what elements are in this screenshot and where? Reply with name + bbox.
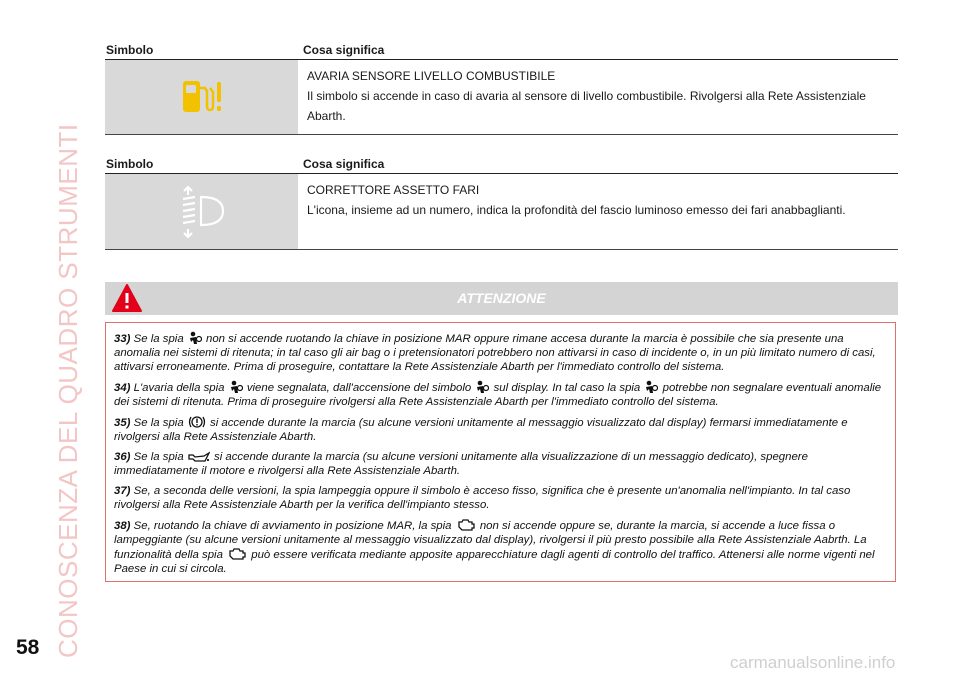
note-33 xyxy=(114,331,887,374)
col-meaning-header: Cosa significa xyxy=(303,43,385,57)
airbag-warning-icon xyxy=(188,331,202,345)
note-38 xyxy=(114,518,887,576)
symbol-title: AVARIA SENSORE LIVELLO COMBUSTIBILE xyxy=(307,69,556,83)
symbol-description: Il simbolo si accende in caso di avaria al sensore di livello combustibile. Rivolgersi alla Rete Assistenziale Abarth. xyxy=(307,89,866,123)
note-text: non si accende ruotando la chiave in posizione MAR oppure rimane accesa durante la marcia è possibile che sia presente una anomalia nei sistemi di ritenuta; in tal caso gli air bag o i pretensionatori potrebbero non attivarsi in caso di incidente o, in un più limitato numero di casi, attivarsi erroneamente. Prima di proseguire, contattare la Rete Assistenziale Abarth per l'immediato controllo del sistema. xyxy=(114,333,876,373)
note-text: si accende durante la marcia (su alcune versioni unitamente al messaggio visualizzato dal display) fermarsi immediatamente e rivolgersi alla Rete Assistenziale Abarth. xyxy=(114,417,848,443)
note-text: si accende durante la marcia (su alcune versioni unitamente alla visualizzazione di un messaggio dedicato), spegnere immediatamente il motore e rivolgersi alla Rete Assistenziale Abarth. xyxy=(114,451,808,477)
section-side-title: CONOSCENZA DEL QUADRO STRUMENTI xyxy=(53,123,83,658)
note-text: Se, ruotando la chiave di avviamento in posizione MAR, la spia xyxy=(133,520,452,532)
airbag-warning-icon xyxy=(475,380,489,394)
symbol-table-fuel-sensor xyxy=(105,41,898,135)
col-meaning-header: Cosa significa xyxy=(303,157,385,171)
engine-check-icon xyxy=(456,518,476,532)
table-row xyxy=(105,174,898,250)
note-36 xyxy=(114,450,887,478)
col-symbol-header: Simbolo xyxy=(106,43,154,57)
warning-header-bar xyxy=(105,282,898,315)
note-number: 35) xyxy=(114,417,131,429)
note-number: 37) xyxy=(114,485,131,497)
note-number: 36) xyxy=(114,451,131,463)
watermark: carmanualsonline.info xyxy=(730,653,896,672)
note-text: Se, a seconda delle versioni, la spia lampeggia oppure il simbolo è acceso fisso, significa che è presente un'anomalia nell'impianto. In tal caso rivolgersi alla Rete Assistenziale Abarth per la verifica dell'impianto stesso. xyxy=(114,485,851,511)
note-text: Se la spia xyxy=(133,451,184,463)
symbol-cell xyxy=(105,174,298,249)
symbol-cell xyxy=(105,60,298,134)
oil-pressure-icon xyxy=(188,451,210,463)
note-34 xyxy=(114,380,887,409)
note-text: Se la spia xyxy=(133,333,184,345)
table-header xyxy=(105,155,898,174)
table-row xyxy=(105,60,898,135)
warning-label: ATTENZIONE xyxy=(457,290,546,306)
meaning-cell xyxy=(298,174,898,249)
warning-notes-box xyxy=(105,322,896,582)
note-text: sul display. In tal caso la spia xyxy=(493,382,641,394)
note-37 xyxy=(114,484,887,512)
engine-check-icon xyxy=(227,547,247,561)
note-number: 34) xyxy=(114,382,131,394)
airbag-warning-icon xyxy=(644,380,658,394)
meaning-cell xyxy=(298,60,898,134)
note-35 xyxy=(114,415,887,444)
symbol-title: CORRETTORE ASSETTO FARI xyxy=(307,183,480,197)
note-text: potrebbe non segnalare eventuali anomalie dei sistemi di ritenuta. Prima di proseguire rivolgersi alla Rete Assistenziale Abarth per l'immediato controllo del sistema. xyxy=(114,382,882,408)
note-text: viene segnalata, dall'accensione del simbolo xyxy=(246,382,472,394)
symbol-table-headlight-corrector xyxy=(105,155,898,250)
note-number: 33) xyxy=(114,333,131,345)
note-text: non si accende oppure se, durante la marcia, si accende a luce fissa o lampeggiante (su alcune versioni unitamente al messaggio visualizzato dal display), rivolgersi il più presto possibile alla Rete Assistenziale Aabrth. La funzionalità della spia xyxy=(114,520,867,561)
col-symbol-header: Simbolo xyxy=(106,157,154,171)
table-header xyxy=(105,41,898,60)
fuel-level-sensor-fault-icon xyxy=(180,76,224,118)
brake-warning-icon xyxy=(188,415,206,429)
airbag-warning-icon xyxy=(229,380,243,394)
headlight-aim-corrector-icon xyxy=(175,185,229,239)
note-text: L'avaria della spia xyxy=(133,382,225,394)
note-number: 38) xyxy=(114,520,131,532)
note-text: può essere verificata mediante apposite apparecchiature dagli agenti di controllo del traffico. Attenersi alle norme vigenti nel Paese in cui si circola. xyxy=(114,549,875,575)
symbol-description: L'icona, insieme ad un numero, indica la profondità del fascio luminoso emesso dei fari anabbaglianti. xyxy=(307,203,846,217)
page-number: 58 xyxy=(16,636,40,659)
note-text: Se la spia xyxy=(133,417,184,429)
